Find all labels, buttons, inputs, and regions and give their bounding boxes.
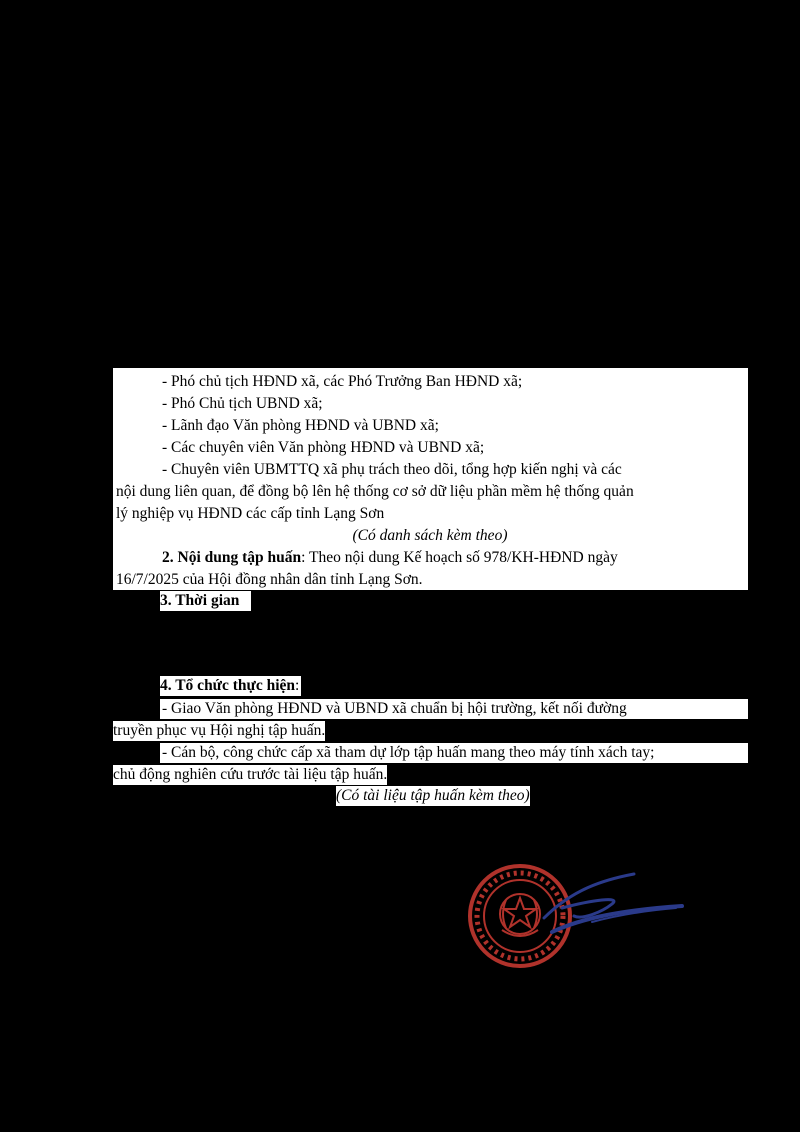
participant-item-last-line3: lý nghiệp vụ HĐND các cấp tỉnh Lạng Sơn [116,505,385,522]
section4-item2-line1: - Cán bộ, công chức cấp xã tham dự lớp tập huấn mang theo máy tính xách tay; [160,743,748,763]
participant-item: - Phó chủ tịch HĐND xã, các Phó Trưởng Ban HĐND xã; [162,373,523,390]
section3-heading: 3. Thời gian [160,591,251,611]
section2-heading: 2. Nội dung tập huấn [162,549,302,566]
official-seal-icon [462,860,697,975]
section4-item1-line2: truyền phục vụ Hội nghị tập huấn. [113,722,326,739]
participant-item: - Các chuyên viên Văn phòng HĐND và UBND xã; [162,439,485,456]
signature-icon [544,874,682,932]
seal-ring [470,866,570,966]
section4-item2-line2: chủ động nghiên cứu trước tài liệu tập huấn. [113,766,388,783]
section2-text: : Theo nội dung Kế hoạch số 978/KH-HĐND ngày [301,549,618,566]
section4-item1-line1: - Giao Văn phòng HĐND và UBND xã chuẩn bị hội trường, kết nối đường [160,699,748,719]
section4-heading-line [160,676,301,696]
participants-attachment-note: (Có danh sách kèm theo) [116,526,744,546]
participant-item-last-line1 [162,460,744,480]
section4-heading: 4. Tổ chức thực hiện [160,677,296,694]
section4-heading-colon: : [295,677,300,694]
participant-item: - Phó Chủ tịch UBND xã; [162,395,323,412]
section2-paragraph [162,548,744,568]
participant-item-last-line2: nội dung liên quan, để đồng bộ lên hệ thống cơ sở dữ liệu phần mềm hệ thống quản [116,482,744,502]
participant-item-text: - Chuyên viên UBMTTQ xã phụ trách theo dõi, tổng hợp kiến nghị và các [162,461,622,478]
participant-item: - Lãnh đạo Văn phòng HĐND và UBND xã; [162,417,439,434]
section4-attachment-note: (Có tài liệu tập huấn kèm theo) [336,787,530,804]
section2-text-line2: 16/7/2025 của Hội đồng nhân dân tỉnh Lạng Sơn. [116,571,423,588]
